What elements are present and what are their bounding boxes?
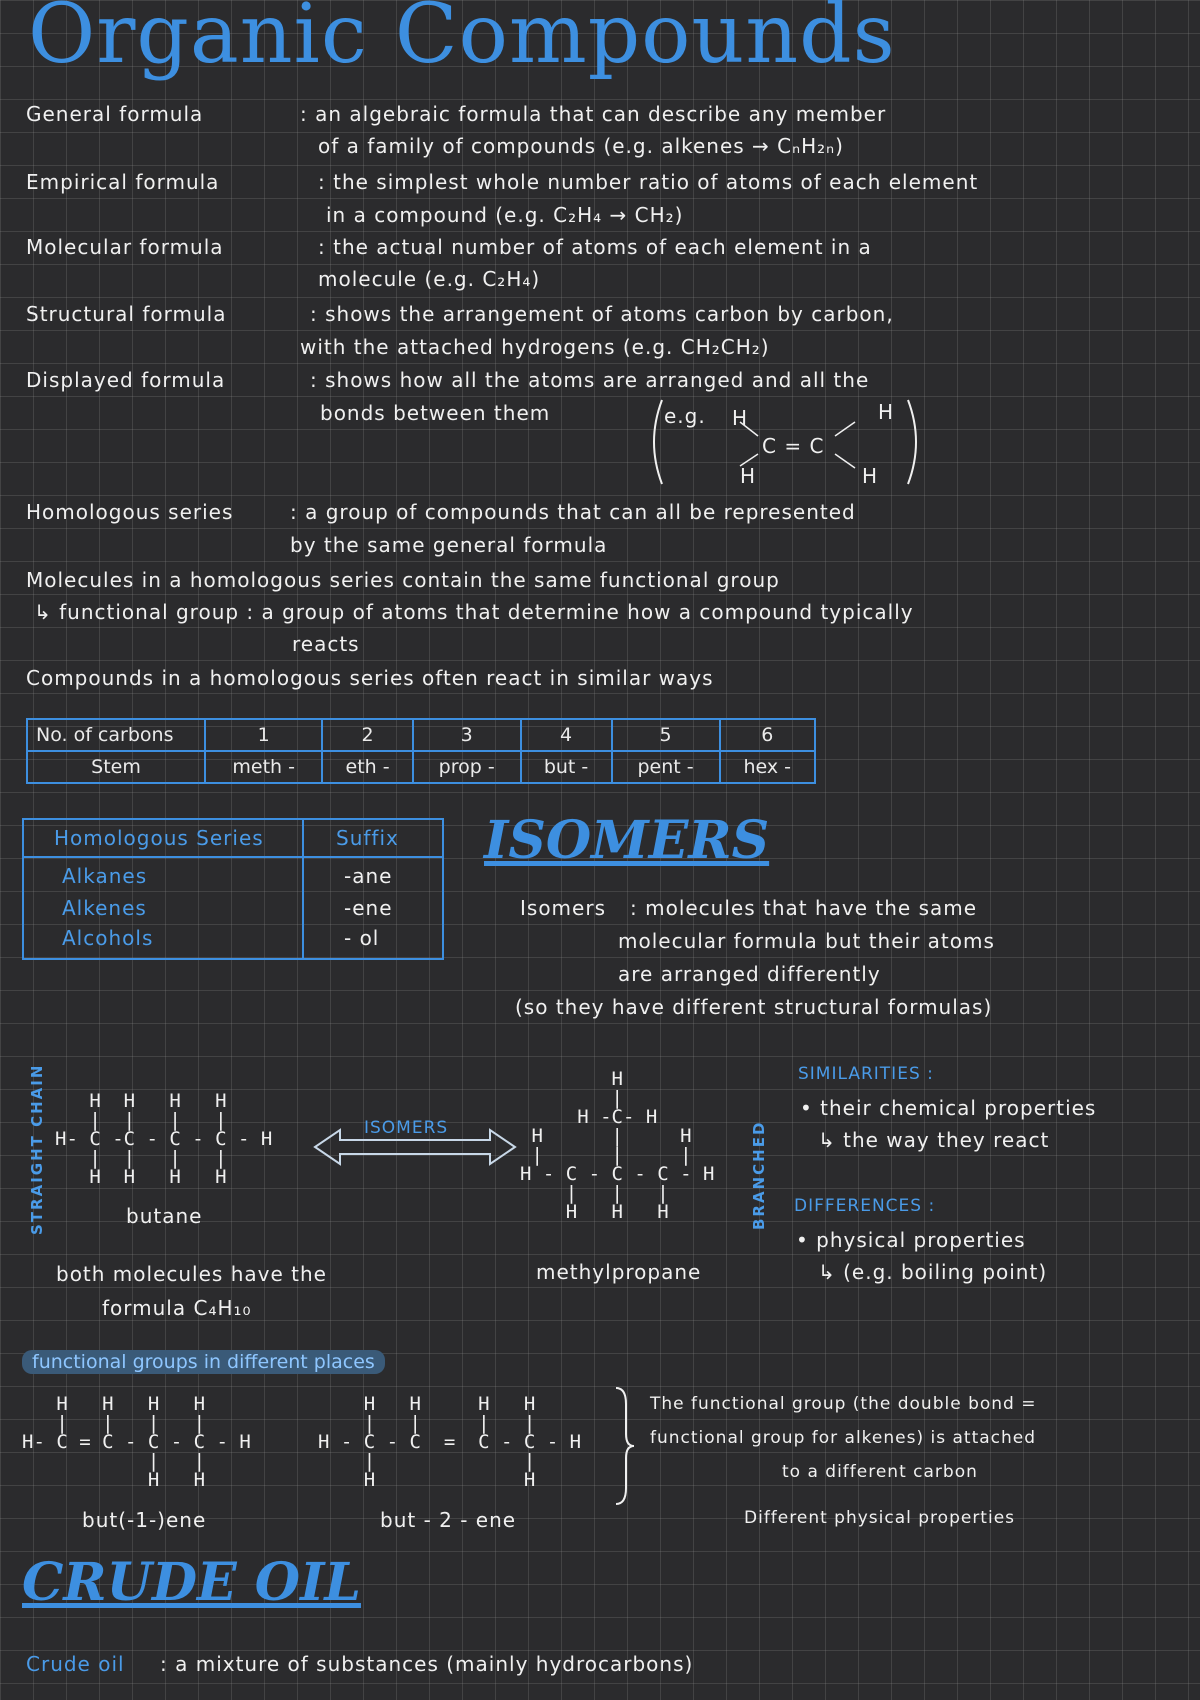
- carbon-number-label: No. of carbons: [27, 719, 205, 751]
- carbon-number-row: [27, 719, 815, 751]
- displayed-formula-line-1: : shows how all the atoms are arranged and all the: [310, 368, 870, 392]
- functional-group-note-line-3: to a different carbon: [782, 1462, 978, 1482]
- curly-brace: [612, 1384, 636, 1508]
- differences-line-2: ↳ (e.g. boiling point): [818, 1260, 1048, 1284]
- homologous-series-term: Homologous series: [26, 500, 234, 524]
- empirical-formula-line-2: in a compound (e.g. C₂H₄ → CH₂): [326, 203, 684, 227]
- react-similar-line: Compounds in a homologous series often react in similar ways: [26, 666, 714, 690]
- molecular-formula-line-1: : the actual number of atoms of each element in a: [318, 235, 872, 259]
- series-name: Alcohols: [62, 926, 154, 950]
- stem-label: Stem: [27, 751, 205, 783]
- suffix-value: -ane: [344, 864, 393, 888]
- but-1-ene-label: but(-1-)ene: [82, 1508, 207, 1532]
- both-molecules-line-1: both molecules have the: [56, 1262, 327, 1286]
- isomers-definition-term: Isomers: [520, 896, 606, 920]
- butane-label: butane: [126, 1204, 203, 1228]
- isomers-definition-line-1: : molecules that have the same: [630, 896, 978, 920]
- carbon-stem-table: [26, 718, 816, 784]
- similarities-heading: SIMILARITIES :: [798, 1064, 934, 1084]
- series-name: Alkanes: [62, 864, 148, 888]
- empirical-formula-term: Empirical formula: [26, 170, 220, 194]
- stem-row: [27, 751, 815, 783]
- differences-heading: DIFFERENCES :: [794, 1196, 936, 1216]
- general-formula-line-1: : an algebraic formula that can describe any member: [300, 102, 887, 126]
- suffix-table-header-suffix: Suffix: [336, 826, 399, 850]
- isomers-definition-line-2: molecular formula but their atoms: [618, 929, 995, 953]
- stem-cell: prop -: [413, 751, 521, 783]
- functional-group-note-line-4: Different physical properties: [744, 1508, 1016, 1528]
- structural-formula-term: Structural formula: [26, 302, 227, 326]
- brace-icon: [612, 1384, 636, 1508]
- molecular-formula-line-2: molecule (e.g. C₂H₄): [318, 267, 541, 291]
- butane-structure: H H H H | | | | H- C -C - C - C - H | | | | H H H H: [55, 1090, 273, 1188]
- branched-label: BRANCHED: [750, 1120, 768, 1230]
- structural-formula-line-1: : shows the arrangement of atoms carbon by carbon,: [310, 302, 894, 326]
- general-formula-line-2: of a family of compounds (e.g. alkenes → CₙH₂ₙ): [318, 134, 844, 158]
- series-name: Alkenes: [62, 896, 147, 920]
- eg-label: e.g.: [664, 404, 706, 428]
- displayed-formula-line-2: bonds between them: [320, 401, 551, 425]
- but-2-ene-structure: H H H H | | | | H - C - C = C - C - H | | H H: [318, 1393, 582, 1491]
- crude-oil-heading: CRUDE OIL: [22, 1552, 361, 1613]
- molecules-functional-group-line: Molecules in a homologous series contain the same functional group: [26, 568, 780, 592]
- ethene-displayed-diagram: e.g. H H C = C H H: [650, 396, 920, 488]
- isomers-heading: ISOMERS: [484, 810, 770, 871]
- carbon-number-cell: 4: [521, 719, 612, 751]
- suffix-table: [22, 818, 444, 960]
- stem-cell: meth -: [205, 751, 322, 783]
- crude-oil-term: Crude oil: [26, 1652, 125, 1676]
- carbon-number-cell: 6: [720, 719, 816, 751]
- crude-oil-definition: : a mixture of substances (mainly hydrocarbons): [160, 1652, 694, 1676]
- functional-group-definition-line-2: reacts: [292, 632, 360, 656]
- structural-formula-line-2: with the attached hydrogens (e.g. CH₂CH₂): [300, 335, 770, 359]
- isomers-double-arrow: [312, 1118, 518, 1170]
- similarities-line-2: ↳ the way they react: [818, 1128, 1050, 1152]
- isomers-definition-line-3: are arranged differently: [618, 962, 881, 986]
- stem-cell: pent -: [612, 751, 720, 783]
- straight-chain-label: STRAIGHT CHAIN: [28, 1063, 46, 1235]
- carbon-number-cell: 5: [612, 719, 720, 751]
- general-formula-term: General formula: [26, 102, 204, 126]
- isomers-definition-line-4: (so they have different structural formulas): [515, 995, 993, 1019]
- but-2-ene-label: but - 2 - ene: [380, 1508, 517, 1532]
- stem-cell: eth -: [322, 751, 412, 783]
- empirical-formula-line-1: : the simplest whole number ratio of atoms of each element: [318, 170, 979, 194]
- functional-group-note-line-2: functional group for alkenes) is attached: [650, 1428, 1037, 1448]
- homologous-series-line-1: : a group of compounds that can all be represented: [290, 500, 856, 524]
- stem-cell: but -: [521, 751, 612, 783]
- suffix-value: -ene: [344, 896, 393, 920]
- isomers-arrow-label: ISOMERS: [364, 1118, 449, 1138]
- displayed-formula-term: Displayed formula: [26, 368, 226, 392]
- functional-group-note-line-1: The functional group (the double bond =: [650, 1394, 1037, 1414]
- both-molecules-line-2: formula C₄H₁₀: [102, 1296, 252, 1320]
- similarities-line-1: • their chemical properties: [800, 1096, 1097, 1120]
- methylpropane-structure: H | H -C- H H | H | | | H - C - C - C - H | | | H H H: [520, 1068, 715, 1223]
- page-title: Organic Compounds: [28, 0, 896, 82]
- stem-cell: hex -: [720, 751, 816, 783]
- carbon-number-cell: 2: [322, 719, 412, 751]
- differences-line-1: • physical properties: [796, 1228, 1026, 1252]
- methylpropane-label: methylpropane: [536, 1260, 702, 1284]
- carbon-number-cell: 3: [413, 719, 521, 751]
- but-1-ene-structure: H H H H | | | | H- C = C - C - C - H | | H H: [22, 1393, 251, 1491]
- molecular-formula-term: Molecular formula: [26, 235, 224, 259]
- functional-groups-label: functional groups in different places: [22, 1350, 385, 1374]
- functional-group-definition-line-1: ↳ functional group : a group of atoms that determine how a compound typically: [34, 600, 914, 624]
- suffix-value: - ol: [344, 926, 380, 950]
- suffix-table-header-series: Homologous Series: [54, 826, 264, 850]
- carbon-number-cell: 1: [205, 719, 322, 751]
- homologous-series-line-2: by the same general formula: [290, 533, 608, 557]
